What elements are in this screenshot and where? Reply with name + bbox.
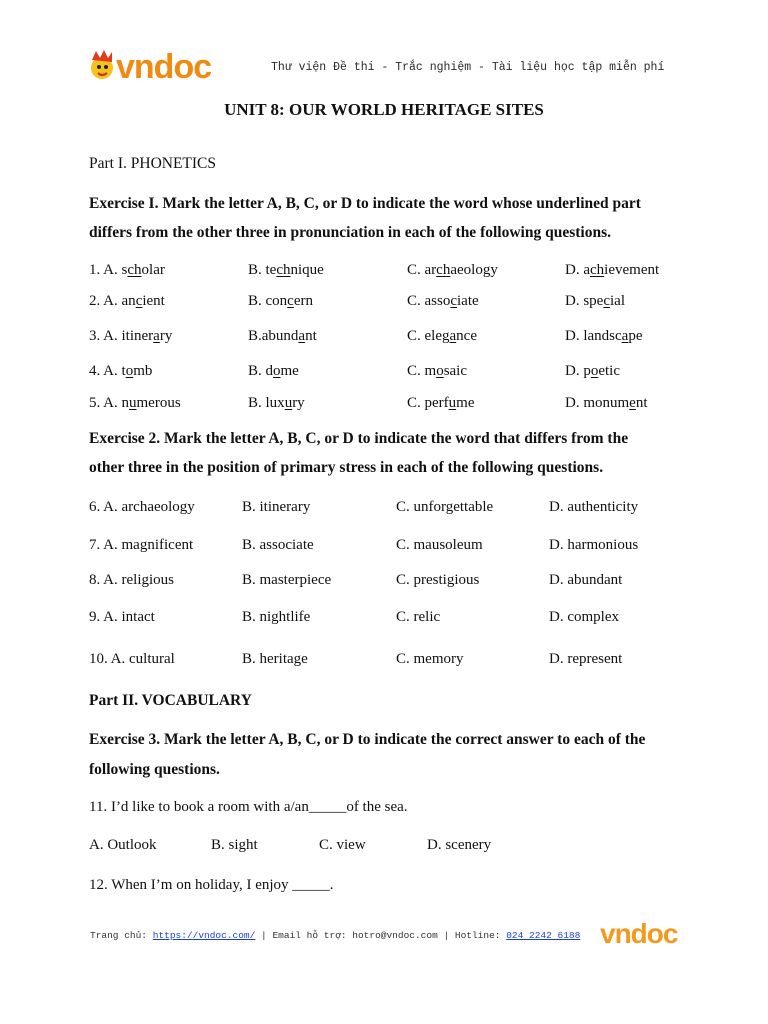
ex2-option-d: D. harmonious [549, 537, 639, 553]
ex2-option-c: C. memory [396, 651, 464, 667]
underlined-part: ch [590, 262, 605, 278]
ex1-option-c [407, 328, 477, 345]
word-part: s [121, 262, 128, 278]
word-part: C. perf [407, 395, 449, 411]
word-part: an [121, 293, 136, 309]
word-part: B. te [248, 262, 277, 278]
question-11: 11. I’d like to book a room with a/an_____of the sea. [89, 799, 408, 815]
word-part: ial [610, 293, 625, 309]
ex1-option-b [248, 328, 317, 345]
underlined-part: o [125, 363, 134, 379]
ex2-option-d: D. complex [549, 609, 619, 625]
footer-vndoc-logo [600, 918, 692, 948]
underlined-part: ch [436, 262, 451, 278]
ex1-option-a [89, 262, 165, 279]
ex1-option-b [248, 293, 313, 310]
ex2-option-b: B. itinerary [242, 499, 311, 515]
word-part: nce [456, 328, 477, 344]
ex1-option-a [89, 363, 152, 380]
ex1-option-c [407, 293, 479, 310]
word-part: merous [136, 395, 181, 411]
word-part: saic [443, 363, 468, 379]
mascot-icon [91, 50, 113, 79]
header-tagline: Thư viện Đề thi - Trắc nghiệm - Tài liệu học tập miễn phí [271, 61, 665, 74]
word-part: C. asso [407, 293, 451, 309]
underlined-part: e [629, 395, 636, 411]
word-part: B. con [248, 293, 288, 309]
ex1-option-d [565, 363, 620, 380]
word-part: me [280, 363, 299, 379]
word-part: nt [635, 395, 648, 411]
vndoc-logo [88, 46, 238, 86]
underlined-part: a [153, 328, 160, 344]
ex1-option-a [89, 328, 172, 345]
word-part: n [121, 395, 130, 411]
word-part: mb [133, 363, 153, 379]
ex1-option-d [565, 262, 659, 279]
part1-heading: Part I. PHONETICS [89, 155, 217, 172]
footer-brand-text: vndoc [600, 918, 678, 948]
ex3-instruction-line1: Exercise 3. Mark the letter A, B, C, or D to indicate the correct answer to each of the [89, 731, 646, 748]
q11-option-a: A. Outlook [89, 837, 157, 853]
word-part: B.abund [248, 328, 299, 344]
ex2-option-b: B. masterpiece [242, 572, 332, 588]
ex1-option-b [248, 363, 299, 380]
ex2-option-a: 9. A. intact [89, 609, 155, 625]
word-part: C. m [407, 363, 437, 379]
word-part: etic [598, 363, 620, 379]
underlined-part: u [284, 395, 293, 411]
footer-text [90, 930, 580, 941]
word-part: C. ar [407, 262, 437, 278]
word-part: aeology [450, 262, 498, 278]
question-number: 1. A. [89, 262, 118, 278]
ex2-instruction-line1: Exercise 2. Mark the letter A, B, C, or D to indicate the word that differs from the [89, 430, 629, 447]
underlined-part: ch [276, 262, 291, 278]
word-part: ievement [604, 262, 660, 278]
ex1-instruction-line2: differs from the other three in pronunciation in each of the following questions. [89, 224, 611, 241]
underlined-part: a [449, 328, 457, 344]
ex2-option-c: C. prestigious [396, 572, 480, 588]
question-number: 3. A. [89, 328, 118, 344]
word-part: B. d [248, 363, 274, 379]
ex1-option-d [565, 395, 648, 412]
q11-option-c: C. view [319, 837, 366, 853]
ex1-option-b [248, 395, 305, 412]
question-12: 12. When I’m on holiday, I enjoy _____. [89, 877, 334, 893]
ex2-option-c: C. unforgettable [396, 499, 494, 515]
underlined-part: ch [127, 262, 142, 278]
underlined-part: a [621, 328, 629, 344]
word-part: C. eleg [407, 328, 450, 344]
ex2-option-a: 7. A. magnificent [89, 537, 194, 553]
underlined-part: o [590, 363, 599, 379]
word-part: D. landsc [565, 328, 622, 344]
underlined-part: u [448, 395, 457, 411]
word-part: ient [142, 293, 165, 309]
footer-hotline-link[interactable]: 024 2242 6188 [506, 930, 581, 941]
ex1-option-c [407, 395, 474, 412]
page-title: UNIT 8: OUR WORLD HERITAGE SITES [224, 100, 544, 119]
word-part: B. lux [248, 395, 285, 411]
underlined-part: u [129, 395, 137, 411]
word-part: nique [290, 262, 324, 278]
ex1-option-d [565, 328, 643, 345]
underlined-part: a [298, 328, 306, 344]
ex2-option-a: 8. A. religious [89, 572, 174, 588]
question-number: 2. A. [89, 293, 118, 309]
footer-contact: | Email hỗ trợ: hotro@vndoc.com | Hotline: [255, 930, 507, 941]
underlined-part: c [603, 293, 610, 309]
word-part: ern [293, 293, 313, 309]
ex2-option-c: C. relic [396, 609, 441, 625]
ex2-option-d: D. authenticity [549, 499, 639, 515]
q11-option-d: D. scenery [427, 837, 492, 853]
brand-text: vndoc [116, 48, 212, 86]
footer-home-link[interactable]: https://vndoc.com/ [152, 930, 256, 941]
word-part: D. spe [565, 293, 604, 309]
underlined-part: c [287, 293, 294, 309]
ex1-option-a [89, 293, 165, 310]
ex1-instruction-line1: Exercise I. Mark the letter A, B, C, or D to indicate the word whose underlined part [89, 195, 641, 212]
ex2-option-b: B. heritage [242, 651, 308, 667]
word-part: olar [141, 262, 165, 278]
word-part: iate [457, 293, 479, 309]
question-number: 5. A. [89, 395, 118, 411]
q11-option-b: B. sight [211, 837, 258, 853]
word-part: me [456, 395, 475, 411]
underlined-part: o [273, 363, 281, 379]
ex2-option-a: 6. A. archaeology [89, 499, 195, 515]
footer-home-label: Trang chủ: [90, 930, 153, 941]
underlined-part: c [450, 293, 458, 309]
question-number: 4. A. [89, 363, 118, 379]
ex2-option-d: D. represent [549, 651, 623, 667]
ex3-instruction-line2: following questions. [89, 761, 220, 778]
ex2-option-a: 10. A. cultural [89, 651, 175, 667]
underlined-part: o [436, 363, 444, 379]
word-part: ry [159, 328, 173, 344]
word-part: ry [292, 395, 305, 411]
ex2-option-b: B. nightlife [242, 609, 311, 625]
ex2-instruction-line2: other three in the position of primary stress in each of the following questions. [89, 459, 604, 476]
ex1-option-a [89, 395, 181, 412]
ex1-option-b [248, 262, 324, 279]
word-part: nt [305, 328, 317, 344]
word-part: t [121, 363, 126, 379]
ex2-option-d: D. abundant [549, 572, 623, 588]
ex1-option-d [565, 293, 625, 310]
part2-heading: Part II. VOCABULARY [89, 692, 252, 709]
word-part: D. a [565, 262, 590, 278]
ex2-option-c: C. mausoleum [396, 537, 483, 553]
word-part: pe [628, 328, 643, 344]
underlined-part: c [135, 293, 143, 309]
ex1-option-c [407, 262, 498, 279]
word-part: D. monum [565, 395, 630, 411]
ex2-option-b: B. associate [242, 537, 314, 553]
word-part: itiner [121, 328, 154, 344]
ex1-option-c [407, 363, 467, 380]
word-part: D. p [565, 363, 591, 379]
